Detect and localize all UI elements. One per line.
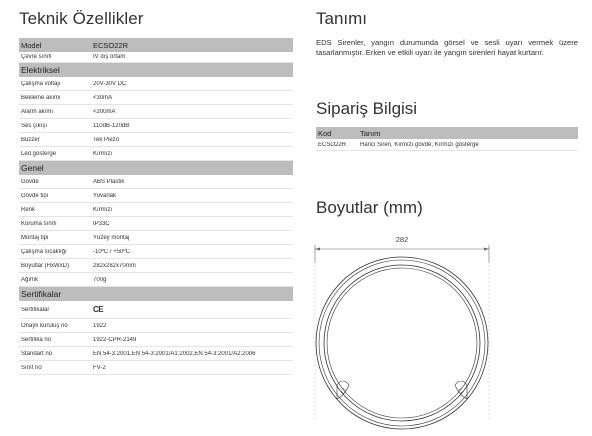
row-key: Gövde [21, 178, 39, 185]
row-value: EN 54-3:2001,EN 54-3:2001/A1:2002,EN 54-3:2001/A2:2006 [93, 350, 256, 357]
description-text: EDS Sirenler, yangın durumunda görsel ve sesli uyarı vermek üzere tasarlanmıştır. Erken ve etkili uyarı ile yangın sirenleri hayat kurtarır. [316, 38, 578, 57]
row-value: 700g [93, 276, 107, 283]
table-row [19, 77, 293, 91]
row-value: IV dış ortam [93, 54, 126, 61]
table-row [19, 259, 293, 273]
row-value: <30mA [93, 94, 113, 101]
row-value: <200mA [93, 108, 116, 115]
row-key: Ağırlık [21, 276, 39, 283]
inner-ring [324, 265, 480, 421]
table-row [19, 52, 293, 63]
row-key: Ses çıkışı [21, 122, 48, 129]
order-table [316, 127, 578, 151]
row-key: Gövde tipi [21, 192, 49, 199]
order-code: ECSO22R [318, 141, 347, 148]
dimension-drawing [309, 225, 579, 435]
table-row [19, 347, 293, 361]
table-row [19, 105, 293, 119]
order-header-row [316, 127, 578, 139]
row-value: 110dB-120dB [93, 122, 130, 129]
table-row [19, 273, 293, 287]
inner-ring-inner [327, 268, 477, 418]
row-key: Çevre sınıfı [21, 54, 52, 61]
table-row [19, 245, 293, 259]
order-header-desc: Tanım [360, 128, 381, 138]
specs-header-key: Model [21, 40, 42, 50]
dim-width-label: 282 [395, 235, 409, 244]
table-row [19, 133, 293, 147]
section-certificates-title: Sertifikalar [19, 287, 293, 301]
row-value: 1922 [93, 322, 107, 329]
table-row [19, 203, 293, 217]
table-row [19, 231, 293, 245]
row-key: Boyutlar (HxWxD) [21, 262, 70, 269]
table-row [19, 147, 293, 161]
specs-header-row [19, 38, 293, 52]
row-key: Çalışma voltajı [21, 80, 61, 87]
table-row [19, 361, 293, 375]
row-value: 282x282x70mm [93, 262, 136, 269]
row-value: Kırmızı [93, 150, 112, 157]
specs-table [19, 38, 293, 375]
row-key: Bekleme akımı [21, 94, 61, 101]
table-row [19, 119, 293, 133]
row-value: Kırmızı [93, 206, 112, 213]
order-title: Sipariş Bilgisi [316, 99, 418, 118]
row-key: Sertifikalar [21, 306, 50, 313]
row-key: Çalışma sıcaklığı [21, 248, 67, 255]
table-row [19, 217, 293, 231]
table-row [19, 333, 293, 347]
table-row [19, 189, 293, 203]
outer-ring-inner [319, 260, 485, 426]
table-row [19, 319, 293, 333]
outer-ring [316, 257, 488, 429]
row-key: Koruma sınıfı [21, 220, 57, 227]
specs-header-value: ECSO22R [93, 40, 129, 50]
row-key: Sertifika no [21, 336, 52, 343]
table-row [19, 301, 293, 319]
row-value: Yuvarlak [93, 192, 117, 199]
row-value: Yüzey montaj [93, 234, 130, 241]
table-row [19, 91, 293, 105]
row-value: IP33C [93, 220, 110, 227]
dim-arrow-left [315, 248, 320, 251]
row-value: FV-2 [93, 364, 106, 371]
section-electrical-title: Elektriksel [19, 63, 293, 77]
order-header-code: Kod [318, 128, 332, 138]
row-key: Alarm akımı [21, 108, 54, 115]
row-value: 20V-30V DC [93, 80, 127, 87]
row-value: -10ºC / +50ºC [93, 248, 130, 255]
dim-arrow-right [484, 248, 489, 251]
row-key: Onaylı kuruluş no [21, 322, 68, 329]
row-key: Buzzer [21, 136, 40, 143]
row-value: 1922-CPR-2149 [93, 336, 137, 343]
row-key: Renk [21, 206, 36, 213]
specs-title: Teknik Özellikler [19, 9, 144, 28]
row-key: Sınıf no [21, 364, 42, 371]
table-row [19, 175, 293, 189]
order-desc: Harici Siren, Kırmızı gövde, Kırmızı gösterge [360, 141, 479, 148]
section-general-title: Genel [19, 161, 293, 175]
ce-mark: CE [93, 305, 104, 315]
row-value: Tek Piezo [93, 136, 120, 143]
description-title: Tanımı [316, 9, 368, 28]
table-row [316, 139, 578, 151]
row-value: ABS Plastik [93, 178, 125, 185]
row-key: Montaj tipi [21, 234, 49, 241]
siren-outline-drawing [309, 225, 579, 435]
row-key: Led gösterge [21, 150, 57, 157]
row-key: Standart no [21, 350, 53, 357]
dimensions-title: Boyutlar (mm) [316, 198, 423, 217]
